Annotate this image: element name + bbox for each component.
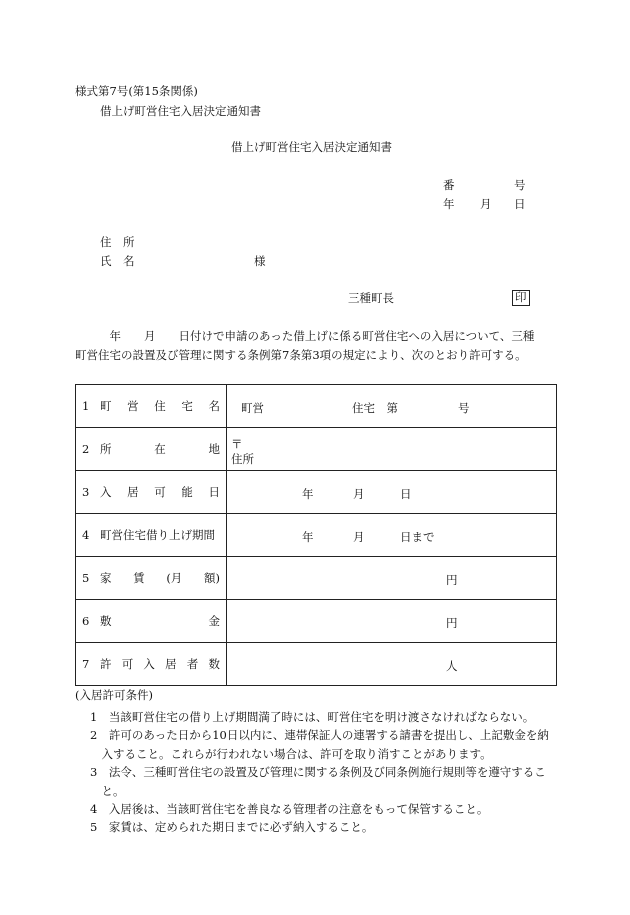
location-address: 住所 — [231, 452, 254, 466]
table-row — [76, 600, 557, 643]
lease-year: 年 — [302, 530, 314, 544]
row-number: 4 — [82, 528, 90, 542]
label-char: 家 — [100, 571, 112, 585]
move-in-month: 月 — [353, 487, 365, 501]
row-number: 2 — [82, 442, 90, 456]
date-month: 月 — [480, 197, 492, 211]
body-paragraph — [75, 327, 555, 365]
label-char: 数 — [208, 657, 220, 671]
row-label — [76, 643, 227, 686]
date-day: 日 — [514, 197, 526, 211]
address-label: 住 所 — [100, 235, 135, 249]
label-char: 所 — [100, 442, 112, 456]
table-row — [76, 557, 557, 600]
table-row — [76, 514, 557, 557]
document-title: 借上げ町営住宅入居決定通知書 — [231, 140, 392, 154]
name-label: 氏 名 — [100, 254, 135, 268]
occupant-count-unit: 人 — [446, 659, 458, 673]
label-char: 額) — [203, 571, 220, 585]
row-value — [227, 385, 557, 428]
label-char: 居 — [165, 657, 177, 671]
label-char: 入 — [100, 485, 112, 499]
row-number: 7 — [82, 657, 90, 671]
label-char: 日 — [208, 485, 220, 499]
postal-mark: 〒 — [231, 437, 243, 451]
row-value — [227, 514, 557, 557]
ref-go: 号 — [514, 178, 526, 192]
ref-ban: 番 — [443, 178, 455, 192]
body-line-1: 年 月 日付けで申請のあった借上げに係る町営住宅への入居について、三種 — [75, 329, 535, 343]
row-label — [76, 600, 227, 643]
row-label — [76, 471, 227, 514]
label-char: 賃 — [133, 571, 145, 585]
move-in-year: 年 — [302, 487, 314, 501]
table-row — [76, 385, 557, 428]
table-row — [76, 471, 557, 514]
condition-item: と。 — [90, 783, 125, 798]
row-value — [227, 428, 557, 471]
label-char: 営 — [127, 399, 139, 413]
date-year: 年 — [443, 197, 455, 211]
form-title: 借上げ町営住宅入居決定通知書 — [100, 104, 261, 118]
body-line-2: 町営住宅の設置及び管理に関する条例第7条第3項の規定により、次のとおり許可する。 — [75, 347, 527, 362]
label-char: 住 — [154, 399, 166, 413]
move-in-day: 日 — [400, 487, 412, 501]
housing-suffix: 号 — [458, 401, 470, 415]
rent-yen: 円 — [446, 573, 458, 587]
permit-table — [75, 384, 557, 686]
condition-item: 1 当該町営住宅の借り上げ期間満了時には、町営住宅を明け渡さなければならない。 — [90, 710, 535, 724]
row-value — [227, 557, 557, 600]
row-label — [76, 514, 227, 557]
issuer-title: 三種町長 — [348, 291, 394, 305]
row-label — [76, 557, 227, 600]
label-char: 入 — [143, 657, 155, 671]
label-char: 宅 — [181, 399, 193, 413]
label-char: 可 — [121, 657, 134, 671]
conditions-list — [90, 708, 570, 837]
row-label — [76, 385, 227, 428]
deposit-yen: 円 — [446, 616, 458, 630]
row-number: 5 — [82, 571, 90, 585]
label-text: 町営住宅借り上げ期間 — [100, 528, 215, 542]
row-number: 1 — [82, 399, 90, 413]
label-char: 能 — [181, 485, 193, 499]
row-value — [227, 600, 557, 643]
table-row — [76, 428, 557, 471]
condition-item: 4 入居後は、当該町営住宅を善良なる管理者の注意をもって保管すること。 — [90, 801, 489, 816]
condition-item: 入すること。これらが行われない場合は、許可を取り消すことがあります。 — [90, 746, 492, 761]
row-value — [227, 643, 557, 686]
row-number: 6 — [82, 614, 90, 628]
conditions-heading: (入居許可条件) — [75, 688, 153, 702]
label-char: 在 — [154, 442, 166, 456]
label-char: 金 — [208, 614, 220, 628]
label-char: 敷 — [100, 614, 112, 628]
row-number: 3 — [82, 485, 90, 499]
label-char: 者 — [186, 657, 199, 671]
seal-mark: 印 — [512, 290, 530, 306]
condition-item: 2 許可のあった日から10日以内に、連帯保証人の連署する請書を提出し、上記敷金を納 — [90, 728, 549, 743]
housing-middle: 住宅 第 — [352, 401, 398, 415]
label-char: 町 — [100, 399, 112, 413]
condition-item: 5 家賃は、定められた期日までに必ず納入すること。 — [90, 820, 374, 835]
form-number: 様式第7号(第15条関係) — [75, 84, 198, 98]
table-row — [76, 643, 557, 686]
condition-item: 3 法令、三種町営住宅の設置及び管理に関する条例及び同条例施行規則等を遵守するこ — [90, 765, 546, 780]
label-char: 許 — [100, 657, 112, 671]
row-label — [76, 428, 227, 471]
label-char: 地 — [208, 442, 220, 456]
label-char: 居 — [127, 485, 139, 499]
row-value — [227, 471, 557, 514]
label-char: (月 — [166, 571, 183, 585]
label-char: 名 — [208, 399, 220, 413]
lease-day: 日まで — [400, 530, 435, 544]
lease-month: 月 — [353, 530, 365, 544]
honorific-sama: 様 — [254, 254, 266, 268]
label-char: 可 — [154, 485, 166, 499]
housing-prefix: 町営 — [241, 401, 264, 415]
